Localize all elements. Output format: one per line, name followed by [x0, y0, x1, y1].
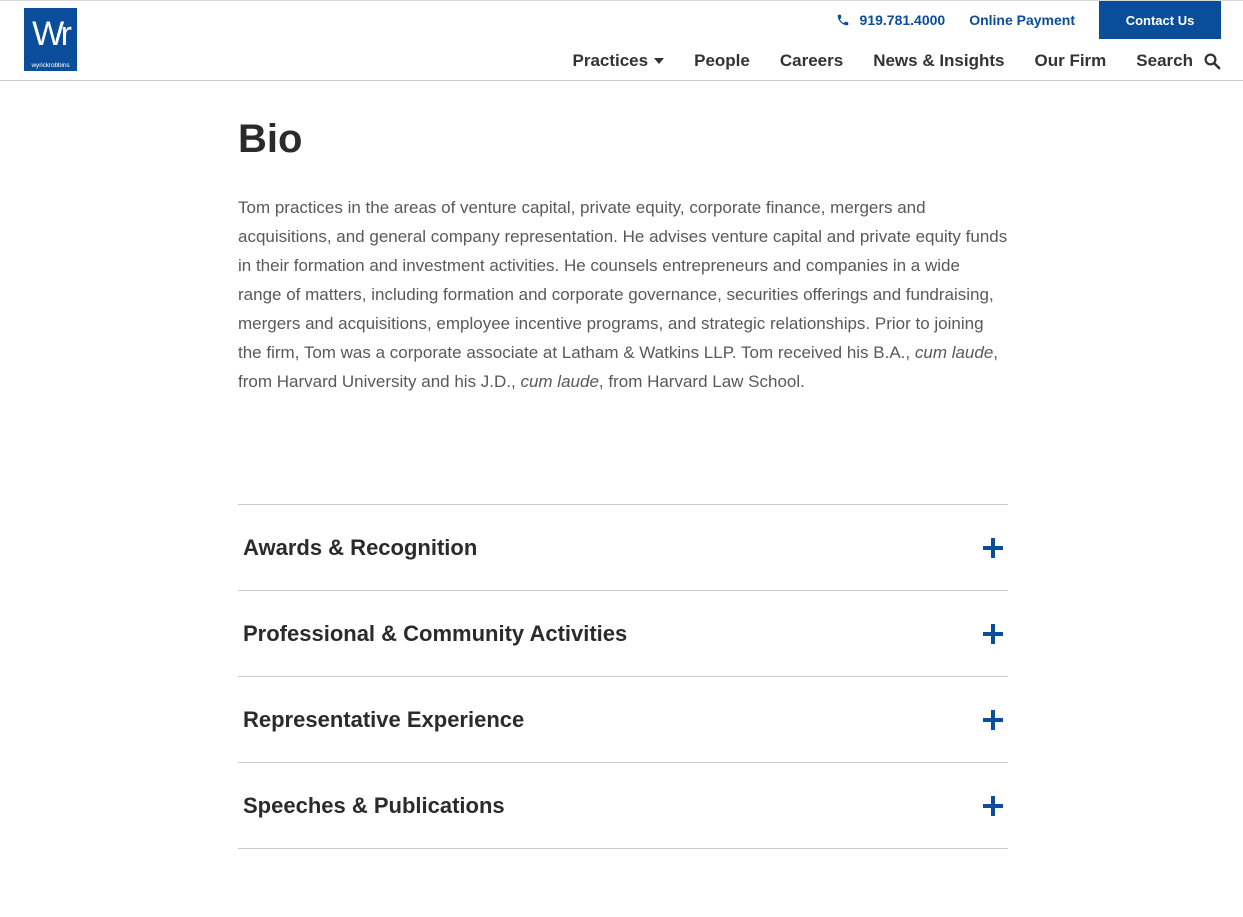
phone-number: 919.781.4000 [859, 12, 946, 28]
logo-wordmark: wyrickrobbins [31, 62, 70, 69]
accordion [238, 504, 1008, 849]
nav-item-label: Practices [572, 51, 649, 70]
bio-text-part: Tom practices in the areas of venture capital, private equity, corporate finance, mergers and acquisitions, and general company representation. He advises venture capital and private equity funds in their formation and investment activities. He counsels entrepreneurs and companies in a wide range of matters, including formation and corporate governance, securities offerings and fundraising, mergers and acquisitions, employee incentive programs, and strategic relationships. Prior to joining the firm, Tom was a corporate associate at Latham & Watkins LLP. Tom received his B.A., [238, 198, 1008, 362]
bio-honor: cum laude [914, 343, 994, 362]
utility-bar [836, 1, 1221, 39]
accordion-item-publications[interactable] [238, 763, 1008, 849]
accordion-label: Professional & Community Activities [243, 620, 628, 646]
nav-item-label: Search [1136, 51, 1193, 70]
page-title: Bio [238, 117, 303, 161]
bio-text-part: , from Harvard Law School. [598, 372, 805, 391]
logo[interactable] [24, 8, 77, 71]
online-payment-link[interactable]: Online Payment [969, 12, 1075, 28]
bio-honor: cum laude [520, 372, 599, 391]
nav-item-careers[interactable]: Careers [779, 51, 844, 70]
accordion-label: Speeches & Publications [243, 792, 505, 818]
main-nav [572, 47, 1221, 75]
accordion-item-activities[interactable] [238, 591, 1008, 677]
accordion-item-experience[interactable] [238, 677, 1008, 763]
accordion-label: Representative Experience [243, 706, 525, 732]
nav-item-practices[interactable] [572, 51, 664, 71]
plus-icon[interactable] [983, 538, 1003, 558]
plus-icon[interactable] [983, 624, 1003, 644]
accordion-item-awards[interactable] [238, 505, 1008, 591]
bio-paragraph [238, 193, 1008, 396]
nav-item-our-firm[interactable]: Our Firm [1034, 51, 1107, 70]
bio-text-part: , from Harvard University and his J.D., [238, 343, 999, 391]
plus-icon[interactable] [983, 710, 1003, 730]
accordion-label: Awards & Recognition [243, 534, 478, 560]
nav-item-search[interactable] [1136, 51, 1221, 71]
main-content [238, 81, 1008, 396]
search-icon [1203, 52, 1221, 70]
logo-mark: Wr [32, 15, 69, 53]
phone-icon [836, 13, 850, 27]
nav-item-people[interactable]: People [694, 51, 750, 70]
phone-link[interactable] [836, 12, 946, 28]
nav-item-news-insights[interactable]: News & Insights [873, 51, 1005, 70]
site-header [0, 1, 1243, 81]
plus-icon[interactable] [983, 796, 1003, 816]
chevron-down-icon [654, 58, 664, 64]
contact-us-button[interactable]: Contact Us [1099, 1, 1221, 39]
